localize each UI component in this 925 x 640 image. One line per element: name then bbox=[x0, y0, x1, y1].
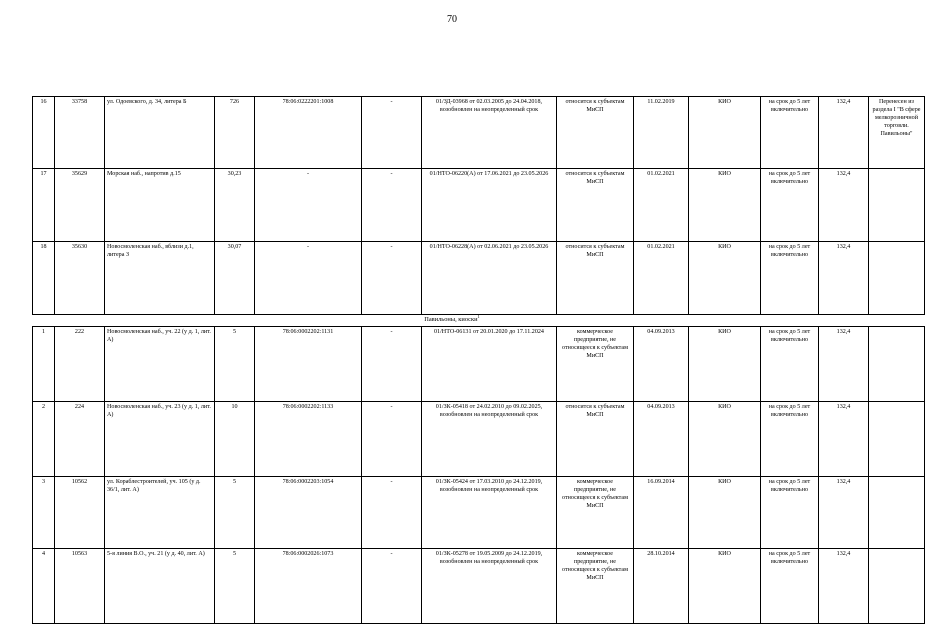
agreement-cell: 01/ЗК-05418 от 24.02.2010 до 09.02.2025, возобновлен на неопределенный срок bbox=[422, 402, 557, 477]
object-id-cell: 10562 bbox=[55, 477, 105, 549]
table-row bbox=[33, 477, 925, 549]
note-cell bbox=[869, 402, 925, 477]
organization-cell: КИО bbox=[689, 477, 761, 549]
term-cell: на срок до 5 лет включительно bbox=[761, 477, 819, 549]
empty-field-cell: - bbox=[362, 242, 422, 315]
row-number-cell: 1 bbox=[33, 327, 55, 402]
date-cell: 28.10.2014 bbox=[634, 549, 689, 624]
term-cell: на срок до 5 лет включительно bbox=[761, 97, 819, 169]
area-cell: 726 bbox=[215, 97, 255, 169]
code-cell: 132,4 bbox=[819, 327, 869, 402]
date-cell: 04.09.2013 bbox=[634, 402, 689, 477]
note-cell bbox=[869, 242, 925, 315]
date-cell: 04.09.2013 bbox=[634, 327, 689, 402]
note-cell bbox=[869, 327, 925, 402]
row-number-cell: 4 bbox=[33, 549, 55, 624]
row-number-cell: 18 bbox=[33, 242, 55, 315]
term-cell: на срок до 5 лет включительно bbox=[761, 402, 819, 477]
area-cell: 30,23 bbox=[215, 169, 255, 242]
row-number-cell: 16 bbox=[33, 97, 55, 169]
organization-cell: КИО bbox=[689, 549, 761, 624]
table-pavilions-kiosks bbox=[32, 326, 925, 624]
tenant-category-cell: коммерческое предприятие, не относящееся к субъектам МиСП bbox=[557, 477, 634, 549]
area-cell: 10 bbox=[215, 402, 255, 477]
cadastral-number-cell: 78:06:0002203:1054 bbox=[255, 477, 362, 549]
address-cell: 5-я линия В.О., уч. 21 (у д. 40, лит. А) bbox=[105, 549, 215, 624]
address-cell: Новосмоленская наб., уч. 23 (у д. 1, лит. А) bbox=[105, 402, 215, 477]
table-row bbox=[33, 97, 925, 169]
table-row bbox=[33, 242, 925, 315]
code-cell: 132,4 bbox=[819, 402, 869, 477]
page-number: 70 bbox=[447, 14, 457, 25]
code-cell: 132,4 bbox=[819, 549, 869, 624]
term-cell: на срок до 5 лет включительно bbox=[761, 549, 819, 624]
object-id-cell: 35630 bbox=[55, 242, 105, 315]
agreement-cell: 01/НТО-06131 от 20.01.2020 до 17.11.2024 bbox=[422, 327, 557, 402]
organization-cell: КИО bbox=[689, 327, 761, 402]
organization-cell: КИО bbox=[689, 242, 761, 315]
note-cell bbox=[869, 169, 925, 242]
object-id-cell: 224 bbox=[55, 402, 105, 477]
organization-cell: КИО bbox=[689, 402, 761, 477]
tenant-category-cell: относится к субъектам МиСП bbox=[557, 402, 634, 477]
cadastral-number-cell: 78:06:0002202:1133 bbox=[255, 402, 362, 477]
table-row bbox=[33, 169, 925, 242]
organization-cell: КИО bbox=[689, 169, 761, 242]
date-cell: 11.02.2019 bbox=[634, 97, 689, 169]
address-cell: Новосмоленская наб., вблизи д.1, литера З bbox=[105, 242, 215, 315]
agreement-cell: 01/ЗК-05278 от 19.05.2009 до 24.12.2019, возобновлен на неопределенный срок bbox=[422, 549, 557, 624]
term-cell: на срок до 5 лет включительно bbox=[761, 242, 819, 315]
area-cell: 5 bbox=[215, 477, 255, 549]
agreement-cell: 01/ЗК-05424 от 17.03.2010 до 24.12.2019, возобновлен на неопределенный срок bbox=[422, 477, 557, 549]
address-cell: Морская наб., напротив д.15 bbox=[105, 169, 215, 242]
tenant-category-cell: коммерческое предприятие, не относящееся к субъектам МиСП bbox=[557, 549, 634, 624]
date-cell: 01.02.2021 bbox=[634, 242, 689, 315]
empty-field-cell: - bbox=[362, 169, 422, 242]
area-cell: 5 bbox=[215, 549, 255, 624]
address-cell: Новосмоленская наб., уч. 22 (у д. 1, лит. А) bbox=[105, 327, 215, 402]
organization-cell: КИО bbox=[689, 97, 761, 169]
object-id-cell: 33758 bbox=[55, 97, 105, 169]
address-cell: ул. Одоевского, д. 34, литера Б bbox=[105, 97, 215, 169]
object-id-cell: 10563 bbox=[55, 549, 105, 624]
term-cell: на срок до 5 лет включительно bbox=[761, 327, 819, 402]
tenant-category-cell: коммерческое предприятие, не относящееся к субъектам МиСП bbox=[557, 327, 634, 402]
agreement-cell: 01/НТО-06220(А) от 17.06.2021 до 23.05.2026 bbox=[422, 169, 557, 242]
code-cell: 132,4 bbox=[819, 169, 869, 242]
date-cell: 16.09.2014 bbox=[634, 477, 689, 549]
agreement-cell: 01/ЗД-03968 от 02.03.2005 до 24.04.2018, возобновлен на неопределенный срок bbox=[422, 97, 557, 169]
row-number-cell: 3 bbox=[33, 477, 55, 549]
row-number-cell: 2 bbox=[33, 402, 55, 477]
object-id-cell: 222 bbox=[55, 327, 105, 402]
note-cell: Перенесен из раздела I "В сфере мелкорозничной торговли. Павильоны" bbox=[869, 97, 925, 169]
section-title: Павильоны, киоски$^1$ bbox=[424, 314, 480, 324]
agreement-cell: 01/НТО-06228(А) от 02.06.2021 до 23.05.2026 bbox=[422, 242, 557, 315]
note-cell bbox=[869, 477, 925, 549]
tenant-category-cell: относится к субъектам МиСП bbox=[557, 242, 634, 315]
table-row bbox=[33, 327, 925, 402]
term-cell: на срок до 5 лет включительно bbox=[761, 169, 819, 242]
tenant-category-cell: относится к субъектам МиСП bbox=[557, 169, 634, 242]
address-cell: ул. Кораблестроителей, уч. 105 (у д. 36/1, лит. А) bbox=[105, 477, 215, 549]
object-id-cell: 35629 bbox=[55, 169, 105, 242]
area-cell: 5 bbox=[215, 327, 255, 402]
empty-field-cell: - bbox=[362, 97, 422, 169]
table-row bbox=[33, 549, 925, 624]
cadastral-number-cell: - bbox=[255, 242, 362, 315]
tenant-category-cell: относится к субъектам МиСП bbox=[557, 97, 634, 169]
cadastral-number-cell: - bbox=[255, 169, 362, 242]
table-continued bbox=[32, 96, 925, 315]
note-cell bbox=[869, 549, 925, 624]
row-number-cell: 17 bbox=[33, 169, 55, 242]
cadastral-number-cell: 78:06:0222201:1008 bbox=[255, 97, 362, 169]
code-cell: 132,4 bbox=[819, 477, 869, 549]
cadastral-number-cell: 78:06:0002026:1073 bbox=[255, 549, 362, 624]
empty-field-cell: - bbox=[362, 549, 422, 624]
code-cell: 132,4 bbox=[819, 242, 869, 315]
area-cell: 30,07 bbox=[215, 242, 255, 315]
empty-field-cell: - bbox=[362, 402, 422, 477]
cadastral-number-cell: 78:06:0002202:1131 bbox=[255, 327, 362, 402]
empty-field-cell: - bbox=[362, 477, 422, 549]
table-row bbox=[33, 402, 925, 477]
date-cell: 01.02.2021 bbox=[634, 169, 689, 242]
code-cell: 132,4 bbox=[819, 97, 869, 169]
empty-field-cell: - bbox=[362, 327, 422, 402]
